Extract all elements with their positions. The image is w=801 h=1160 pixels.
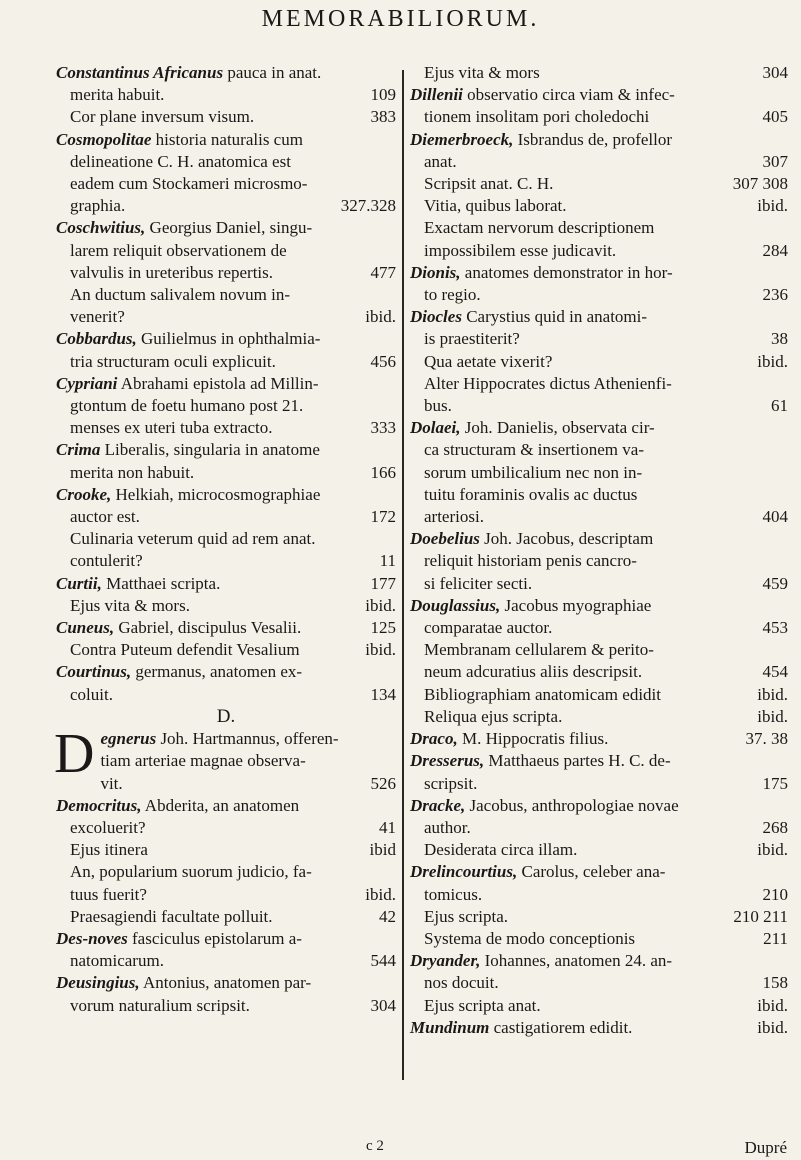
index-entry [410, 573, 788, 595]
entry-text: Culinaria veterum quid ad rem anat. [70, 529, 316, 549]
entry-text: to regio. [424, 285, 481, 305]
entry-text: pauca in anat. [227, 63, 322, 82]
entry-headword: Cypriani [56, 373, 118, 393]
index-entry [56, 928, 396, 950]
page-reference: ibid. [365, 640, 396, 660]
section-letter: D. [216, 705, 236, 727]
entry-text: neum adcuratius aliis descripsit. [424, 662, 643, 682]
page-reference: 158 [762, 973, 788, 993]
entry-text: ca structuram & insertionem va- [424, 440, 644, 460]
entry-text: tiam arteriae magnae observa- [100, 751, 306, 771]
index-entry [56, 284, 396, 306]
entry-text: Ejus vita & mors [424, 63, 540, 82]
entry-text: tionem insolitam pori choledochi [424, 107, 650, 127]
index-entry [56, 950, 396, 972]
index-entry [56, 484, 396, 506]
entry-text: observatio circa viam & infec- [467, 85, 675, 105]
page-reference: 172 [370, 507, 396, 527]
entry-text: coluit. [70, 684, 113, 704]
index-entry [410, 595, 788, 617]
page-reference: 268 [762, 817, 788, 837]
entry-headword: Democritus, [56, 795, 142, 815]
entry-text: Gabriel, discipulus Vesalii. [118, 618, 302, 638]
page-reference: 175 [762, 773, 788, 793]
index-entry [410, 706, 788, 728]
index-entry [410, 884, 788, 906]
page-reference: 284 [762, 240, 788, 260]
entry-text: tuus fuerit? [70, 884, 147, 904]
index-entry [56, 595, 396, 617]
page-reference: ibid. [365, 595, 396, 615]
running-head: MEMORABILIORUM. [261, 6, 540, 32]
index-entry [56, 995, 396, 1017]
entry-headword: Dionis, [410, 262, 461, 282]
entry-text: Antonius, anatomen par- [142, 973, 312, 993]
index-entry [410, 306, 788, 328]
entry-text: venerit? [70, 307, 125, 327]
page-reference: ibid. [757, 1017, 788, 1037]
index-entry [410, 995, 788, 1017]
entry-text: Iohannes, anatomen 24. an- [484, 951, 673, 971]
entry-text: Abrahami epistola ad Millin- [120, 373, 319, 393]
index-entry [410, 817, 788, 839]
entry-headword: Cobbardus, [56, 329, 137, 349]
entry-text: delineatione C. H. anatomica est [70, 151, 291, 171]
page-reference: 125 [370, 618, 396, 638]
index-entry [410, 328, 788, 350]
page-reference: 236 [762, 285, 788, 305]
index-entry [56, 173, 396, 195]
entry-headword: Douglassius, [410, 595, 501, 615]
index-entry [410, 617, 788, 639]
page-reference: 526 [370, 773, 396, 793]
page-reference: 11 [379, 551, 396, 571]
entry-text: valvulis in ureteribus repertis. [70, 262, 274, 282]
entry-headword: Cuneus, [56, 618, 115, 638]
entry-text: Exactam nervorum descriptionem [424, 218, 655, 238]
entry-headword: Crooke, [56, 484, 112, 504]
index-entry [410, 351, 788, 373]
page-reference: 109 [370, 85, 396, 105]
entry-text: menses ex uteri tuba extracto. [70, 418, 273, 438]
page-reference: 37. 38 [745, 729, 788, 749]
entry-text: Isbrandus de, profellor [517, 129, 673, 149]
index-entry [410, 861, 788, 883]
entry-text: natomicarum. [70, 951, 164, 971]
entry-text: Guilielmus in ophthalmia- [141, 329, 321, 349]
index-entry [410, 484, 788, 506]
entry-text: sorum umbilicalium nec non in- [424, 462, 643, 482]
index-entry [410, 928, 788, 950]
entry-text: Bibliographiam anatomicam edidit [424, 684, 661, 704]
page-reference: 38 [771, 329, 788, 349]
index-entry [410, 639, 788, 661]
entry-text: Carystius quid in anatomi- [466, 307, 648, 327]
entry-text: Carolus, celeber ana- [521, 862, 666, 882]
index-entry [410, 151, 788, 173]
index-entry [410, 528, 788, 550]
index-column-right [410, 62, 788, 1039]
index-entry [56, 262, 396, 284]
page-reference: 327.328 [340, 196, 396, 216]
page-reference: 177 [370, 573, 396, 593]
entry-headword: Dracke, [410, 795, 466, 815]
index-entry [56, 972, 396, 994]
entry-text: Alter Hippocrates dictus Athenienfi- [424, 373, 672, 393]
page-reference: 307 [762, 151, 788, 171]
section-d-entries [54, 723, 396, 1017]
index-entry [410, 839, 788, 861]
entry-text: merita non habuit. [70, 462, 195, 482]
index-entry [410, 217, 788, 239]
index-entry [410, 84, 788, 106]
index-entry [410, 906, 788, 928]
entry-text: fasciculus epistolarum a- [132, 928, 302, 948]
entry-headword: Dryander, [410, 951, 481, 971]
entry-text: Ejus scripta anat. [424, 995, 541, 1015]
index-entry [56, 573, 396, 595]
index-entry [56, 84, 396, 106]
page-reference: 210 211 [733, 906, 788, 926]
page-reference: 42 [379, 906, 396, 926]
index-column-left [56, 62, 396, 1017]
page-reference: 453 [762, 618, 788, 638]
entry-text: Vitia, quibus laborat. [424, 196, 567, 216]
index-entry [56, 395, 396, 417]
index-entry [56, 773, 396, 795]
entry-text: Matthaeus partes H. C. de- [488, 751, 671, 771]
page-reference: 544 [370, 951, 396, 971]
index-entry [56, 240, 396, 262]
index-entry [56, 884, 396, 906]
entry-text: bus. [424, 396, 452, 416]
entry-text: Jacobus, anthropologiae novae [469, 795, 679, 815]
entry-text: author. [424, 817, 471, 837]
entry-headword: Mundinum [410, 1017, 490, 1037]
page-reference: ibid [369, 840, 396, 860]
index-entry [410, 240, 788, 262]
index-entry [410, 1017, 788, 1039]
entry-text: graphia. [70, 196, 126, 216]
entry-text: Joh. Jacobus, descriptam [484, 529, 654, 549]
page-reference: 456 [370, 351, 396, 371]
entry-headword: egnerus [100, 729, 157, 749]
catchword: Dupré [744, 1138, 787, 1157]
index-entry [56, 151, 396, 173]
entry-text: Matthaei scripta. [106, 573, 221, 593]
index-entry [410, 373, 788, 395]
index-entry [56, 328, 396, 350]
entry-text: si feliciter secti. [424, 573, 533, 593]
page-reference: ibid. [365, 307, 396, 327]
entry-text: is praestiterit? [424, 329, 520, 349]
page-reference: 333 [370, 418, 396, 438]
entry-text: comparatae auctor. [424, 618, 553, 638]
drop-cap-d: D [54, 723, 95, 786]
page-reference: 211 [763, 928, 788, 948]
page-reference: ibid. [757, 706, 788, 726]
index-entry [56, 750, 396, 772]
entry-headword: Des-noves [56, 928, 128, 948]
entry-headword: Curtii, [56, 573, 102, 593]
index-entry [410, 972, 788, 994]
page-reference: ibid. [757, 995, 788, 1015]
index-entry [56, 373, 396, 395]
page-reference: 405 [762, 107, 788, 127]
index-entry [410, 129, 788, 151]
page-reference: 307 308 [732, 174, 788, 194]
index-entry [56, 661, 396, 683]
entry-text: excoluerit? [70, 817, 146, 837]
entry-text: An, popularium suorum judicio, fa- [70, 862, 312, 882]
page-reference: 383 [370, 107, 396, 127]
index-entry [56, 839, 396, 861]
index-entry [56, 195, 396, 217]
entry-text: merita habuit. [70, 85, 165, 105]
entry-headword: Diocles [410, 307, 462, 327]
index-entry [56, 129, 396, 151]
page-reference: 404 [762, 507, 788, 527]
page-reference: 477 [370, 262, 396, 282]
index-entry [410, 284, 788, 306]
page-reference: 210 [762, 884, 788, 904]
entry-text: nos docuit. [424, 973, 499, 993]
index-entry [410, 417, 788, 439]
page-reference: 304 [370, 995, 396, 1015]
entry-text: vit. [100, 773, 123, 793]
entry-text: gtontum de foetu humano post 21. [70, 396, 304, 416]
page-reference: 304 [762, 63, 788, 82]
entry-text: vorum naturalium scripsit. [70, 995, 250, 1015]
index-entry [56, 462, 396, 484]
index-entry [56, 306, 396, 328]
index-entry [56, 506, 396, 528]
entry-text: Ejus scripta. [424, 906, 509, 926]
index-entry [410, 661, 788, 683]
page-reference: 459 [762, 573, 788, 593]
entry-headword: Doebelius [410, 529, 480, 549]
entry-headword: Diemerbroeck, [410, 129, 514, 149]
entry-text: Helkiah, microcosmographiae [115, 484, 321, 504]
entry-text: contulerit? [70, 551, 143, 571]
index-entry [56, 617, 396, 639]
index-entry [410, 195, 788, 217]
entry-text: Joh. Hartmannus, offeren- [160, 729, 339, 749]
page-reference: ibid. [757, 351, 788, 371]
entry-text: Jacobus myographiae [504, 595, 652, 615]
index-entry [410, 262, 788, 284]
entry-headword: Constantinus Africanus [56, 63, 224, 82]
entry-text: Joh. Danielis, observata cir- [464, 418, 655, 438]
index-entry [410, 950, 788, 972]
entry-text: castigatiorem edidit. [493, 1017, 633, 1037]
index-entry [410, 773, 788, 795]
entry-text: Ejus vita & mors. [70, 595, 190, 615]
entry-text: reliquit historiam penis cancro- [424, 551, 637, 571]
page-reference: ibid. [757, 684, 788, 704]
index-entry [56, 62, 396, 84]
entry-text: Praesagiendi facultate polluit. [70, 906, 273, 926]
index-entry [56, 639, 396, 661]
entry-headword: Crima [56, 440, 101, 460]
signature-mark: c 2 [366, 1138, 384, 1154]
entry-text: Cor plane inversum visum. [70, 107, 255, 127]
entry-text: Georgius Daniel, singu- [149, 218, 313, 238]
index-entry [56, 351, 396, 373]
index-entry [410, 173, 788, 195]
entry-text: historia naturalis cum [155, 129, 303, 149]
index-entry [56, 906, 396, 928]
entry-text: Reliqua ejus scripta. [424, 706, 563, 726]
entry-headword: Dolaei, [410, 418, 461, 438]
entry-text: anatomes demonstrator in hor- [464, 262, 673, 282]
index-entry [56, 817, 396, 839]
entry-text: Desiderata circa illam. [424, 840, 578, 860]
entry-text: arteriosi. [424, 507, 484, 527]
index-entry [56, 861, 396, 883]
entry-headword: Courtinus, [56, 662, 132, 682]
index-entry [410, 684, 788, 706]
entry-text: Contra Puteum defendit Vesalium [70, 640, 300, 660]
index-entry [56, 550, 396, 572]
page-reference: 454 [762, 662, 788, 682]
entry-headword: Cosmopolitae [56, 129, 152, 149]
entry-text: germanus, anatomen ex- [135, 662, 303, 682]
index-entry [410, 750, 788, 772]
index-entry [56, 528, 396, 550]
page-reference: 166 [370, 462, 396, 482]
entry-text: tria structuram oculi explicuit. [70, 351, 276, 371]
page-reference: 41 [379, 817, 396, 837]
index-entry [56, 106, 396, 128]
index-entry [410, 62, 788, 84]
page-reference: 61 [771, 396, 788, 416]
entry-text: auctor est. [70, 507, 140, 527]
index-entry [410, 106, 788, 128]
entry-headword: Dillenii [410, 85, 463, 105]
page-reference: 134 [370, 684, 396, 704]
entry-text: tomicus. [424, 884, 483, 904]
entry-text: Abderita, an anatomen [144, 795, 300, 815]
entry-text: eadem cum Stockameri microsmo- [70, 174, 308, 194]
index-entry [56, 217, 396, 239]
entry-text: Ejus itinera [70, 840, 148, 860]
index-entry [410, 728, 788, 750]
index-entry [410, 395, 788, 417]
entry-text: scripsit. [424, 773, 478, 793]
entry-headword: Coschwitius, [56, 218, 146, 238]
index-entry [56, 728, 396, 750]
page-reference: ibid. [365, 884, 396, 904]
column-divider [402, 70, 404, 1080]
index-entry [410, 550, 788, 572]
entry-text: impossibilem esse judicavit. [424, 240, 617, 260]
entry-headword: Dresserus, [410, 751, 485, 771]
entry-text: Liberalis, singularia in anatome [104, 440, 320, 460]
entry-text: larem reliquit observationem de [70, 240, 287, 260]
entry-text: Systema de modo conceptionis [424, 928, 636, 948]
index-entry [410, 439, 788, 461]
index-entry [56, 684, 396, 706]
index-entry [410, 462, 788, 484]
entry-headword: Draco, [410, 729, 458, 749]
entry-headword: Deusingius, [56, 973, 140, 993]
index-entry [56, 417, 396, 439]
index-entry [410, 795, 788, 817]
entry-text: tuitu foraminis ovalis ac ductus [424, 484, 638, 504]
entry-text: Membranam cellularem & perito- [424, 640, 654, 660]
entry-headword: Drelincourtius, [410, 862, 518, 882]
index-entry [56, 795, 396, 817]
index-entry [410, 506, 788, 528]
index-entry [56, 439, 396, 461]
entry-text: Qua aetate vixerit? [424, 351, 553, 371]
page-reference: ibid. [757, 840, 788, 860]
entry-text: Scripsit anat. C. H. [424, 174, 554, 194]
entry-text: An ductum salivalem novum in- [70, 285, 291, 305]
entry-text: M. Hippocratis filius. [461, 729, 609, 749]
page-reference: ibid. [757, 196, 788, 216]
entry-text: anat. [424, 151, 457, 171]
